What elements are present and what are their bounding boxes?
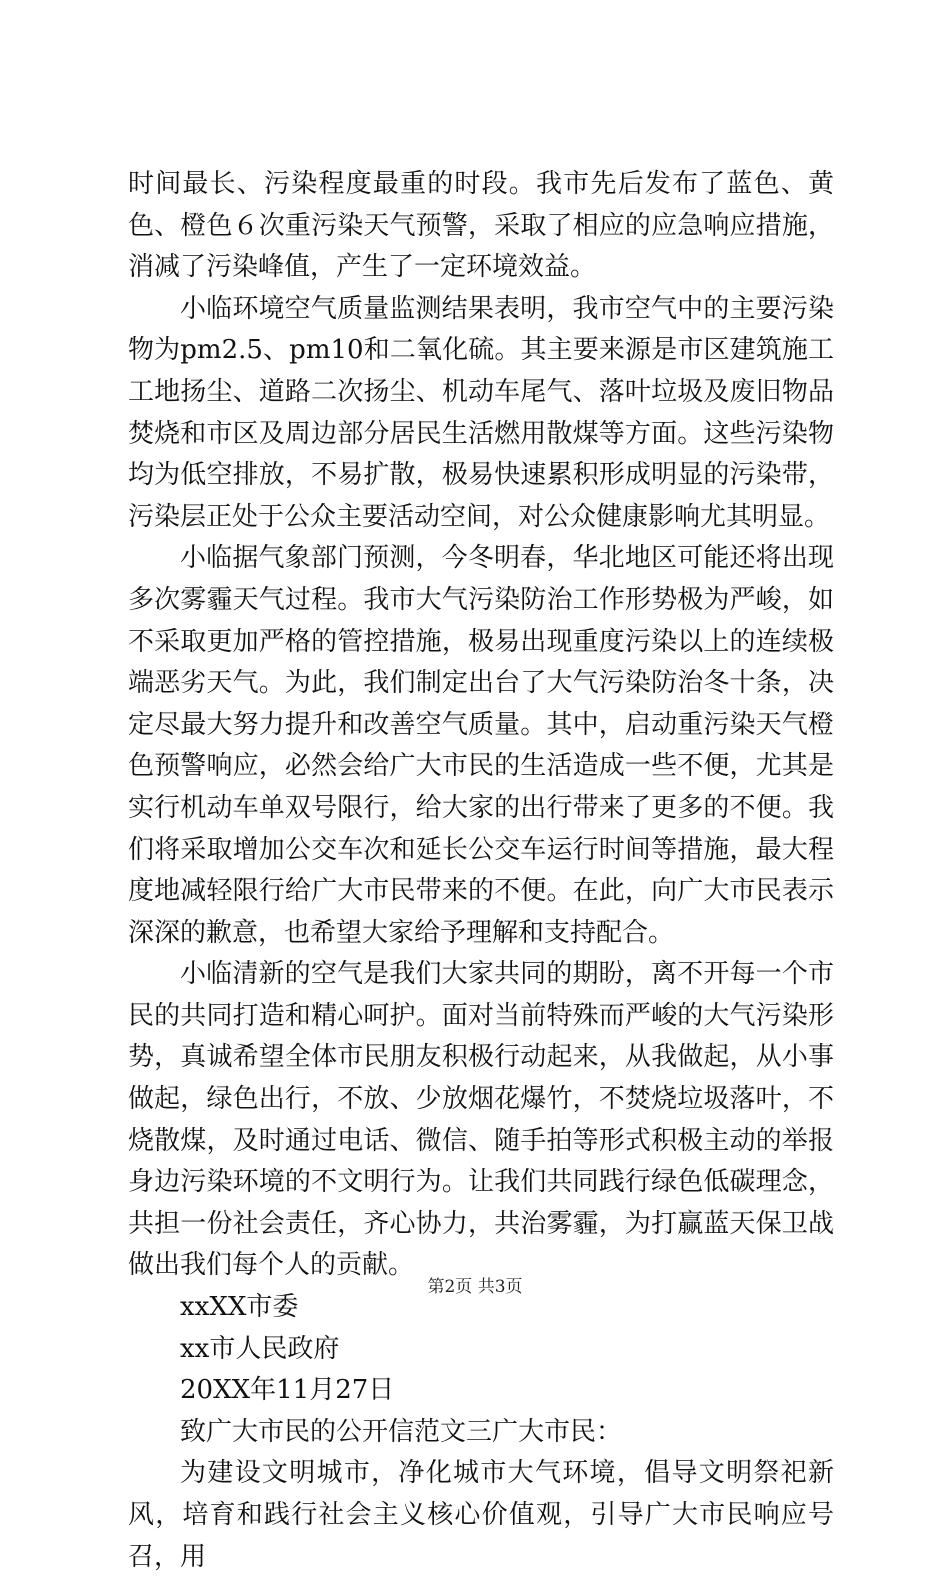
paragraph-1: 时间最长、污染程度最重的时段。我市先后发布了蓝色、黄色、橙色６次重污染天气预警，采取了相应的应急响应措施，消减了污染峰值，产生了一定环境效益。	[128, 169, 834, 283]
document-body	[128, 164, 834, 1578]
paragraph-3: 小临据气象部门预测，今冬明春，华北地区可能还将出现多次雾霾天气过程。我市大气污染防治工作形势极为严峻，如不采取更加严格的管控措施，极易出现重度污染以上的连续极端恶劣天气。为此，我们制定出台了大气污染防治冬十条，决定尽最大努力提升和改善空气质量。其中，启动重污染天气橙色预警响应，必然会给广大市民的生活造成一些不便，尤其是实行机动车单双号限行，给大家的出行带来了更多的不便。我们将采取增加公交车次和延长公交车运行时间等措施，最大程度地减轻限行给广大市民带来的不便。在此，向广大市民表示深深的歉意，也希望大家给予理解和支持配合。	[128, 543, 834, 948]
paragraph-2: 小临环境空气质量监测结果表明，我市空气中的主要污染物为pm2.5、pm10和二氧化硫。其主要来源是市区建筑施工工地扬尘、道路二次扬尘、机动车尾气、落叶垃圾及废旧物品焚烧和市区及周边部分居民生活燃用散煤等方面。这些污染物均为低空排放，不易扩散，极易快速累积形成明显的污染带，污染层正处于公众主要活动空间，对公众健康影响尤其明显。	[128, 293, 834, 532]
signature-org-1: xxXX市委	[180, 1292, 299, 1323]
next-letter-paragraph: 为建设文明城市，净化城市大气环境，倡导文明祭祀新风，培育和践行社会主义核心价值观，引导广大市民响应号召，用	[128, 1458, 834, 1572]
next-letter-title: 致广大市民的公开信范文三广大市民：	[180, 1416, 623, 1447]
signature-date: 20XX年11月27日	[180, 1375, 395, 1406]
paragraph-4: 小临清新的空气是我们大家共同的期盼，离不开每一个市民的共同打造和精心呵护。面对当前特殊而严峻的大气污染形势，真诚希望全体市民朋友积极行动起来，从我做起，从小事做起，绿色出行，不放、少放烟花爆竹，不焚烧垃圾落叶，不烧散煤，及时通过电话、微信、随手拍等形式积极主动的举报身边污染环境的不文明行为。让我们共同践行绿色低碳理念，共担一份社会责任，齐心协力，共治雾霾，为打赢蓝天保卫战做出我们每个人的贡献。	[128, 959, 834, 1281]
page-footer: 第2页 共3页	[427, 1277, 523, 1297]
signature-org-2: xx市人民政府	[180, 1333, 340, 1364]
